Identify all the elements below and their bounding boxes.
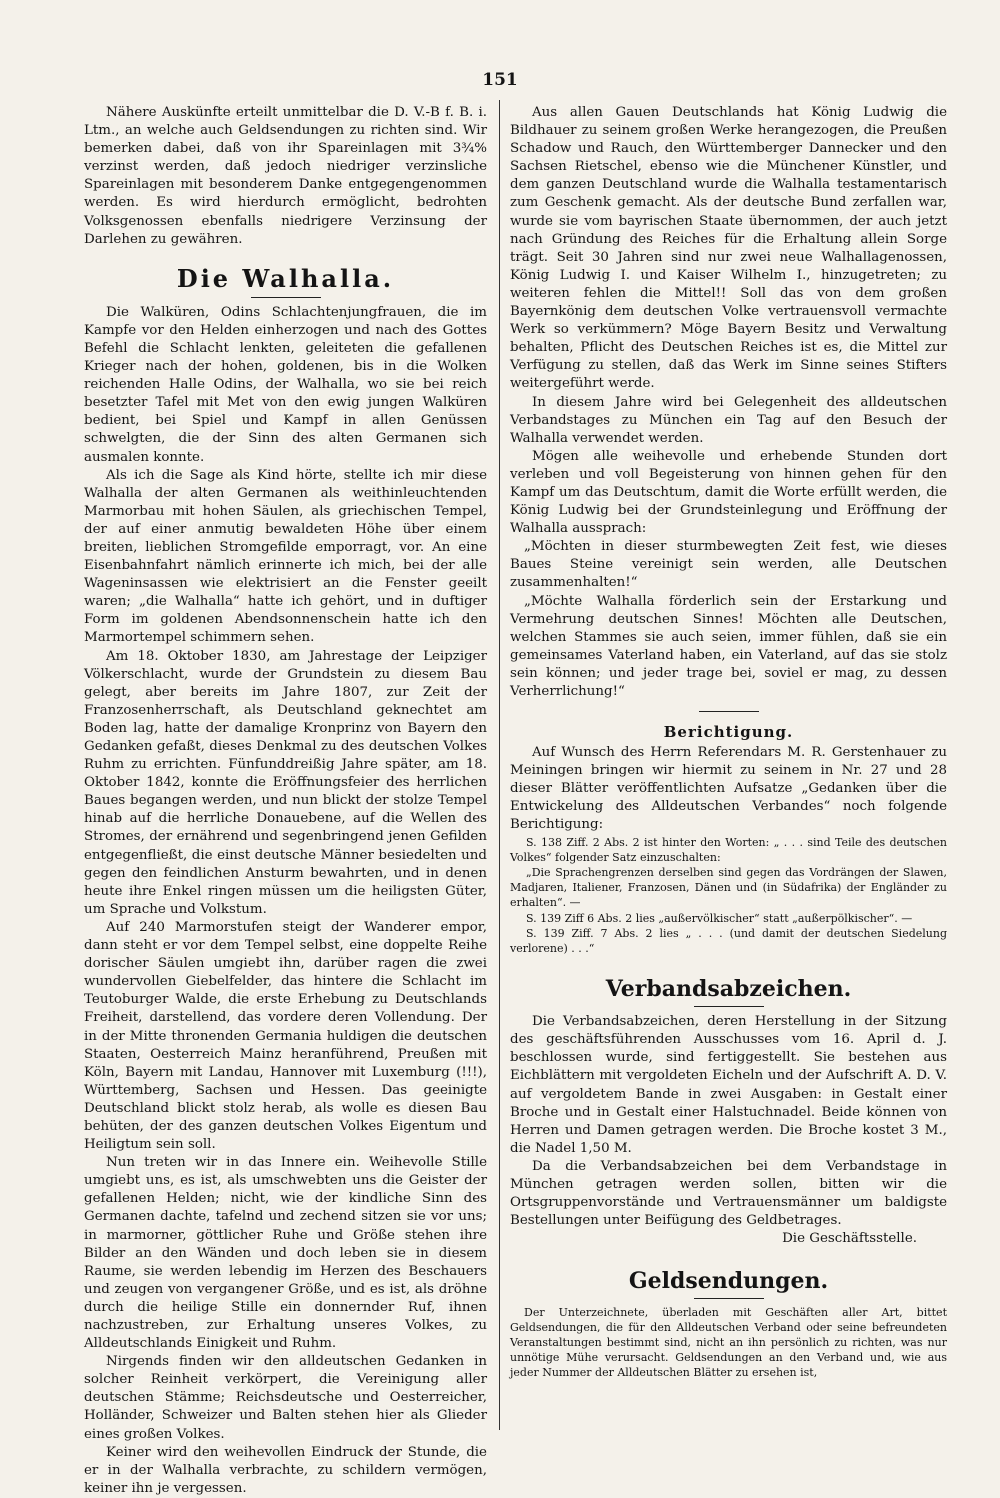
- column-divider: [499, 100, 500, 1430]
- title-rule: [251, 297, 321, 298]
- correction-title: Berichtigung.: [663, 723, 794, 742]
- title-rule: [694, 1298, 764, 1299]
- left-column: [84, 104, 487, 1498]
- article-paragraph: Mögen alle weihevolle und erhebende Stunden dort verleben und voll Begeisterung von hinnen gehen für den Kampf um das Deutschtum, damit die Worte erfüllt werden, die König Ludwig bei der Grundsteinlegung und Eröffnung der Walhalla aussprach:: [510, 448, 947, 537]
- money-text: Der Unterzeichnete, überladen mit Geschäften aller Art, bittet Geldsendungen, die für den Alldeutschen Verband oder seine befreundeten Veranstaltungen bestimmt sind, nicht an ihn persönlich zu richten, was nur unnötige Mühe verursacht. Geldsendungen an den Verband und, wie aus jeder Nummer der Alldeutschen Blätter zu ersehen ist,: [510, 1306, 947, 1380]
- money-block: [510, 1305, 947, 1380]
- quote: „Möchte Walhalla förderlich sein der Erstarkung und Vermehrung deutschen Sinnes! Möchten alle Deutschen, welchen Stammes sie auch seien, immer fühlen, daß sie ein gemeinsames Vaterland haben, ein Vaterland, auf das sie stolz sein können; und jeder trage bei, soviel er mag, zu dessen Verherrlichung!“: [510, 593, 947, 699]
- correction-note: S. 139 Ziff 6 Abs. 2 lies „außervölkischer“ statt „außerpölkischer“. —: [526, 911, 913, 925]
- correction-note: „Die Sprachengrenzen derselben sind gegen das Vordrängen der Slawen, Madjaren, Italiener, Franzosen, Dänen und (in Südafrika) der Engländer zu erhalten“. —: [510, 865, 947, 910]
- article-paragraph: Keiner wird den weihevollen Eindruck der Stunde, die er in der Walhalla verbrachte, zu schildern vermögen, keiner ihn je vergessen.: [84, 1444, 487, 1496]
- article-paragraph: Nun treten wir in das Innere ein. Weihevolle Stille umgiebt uns, es ist, als umschwebten uns die Geister der gefallenen Helden; nicht, wie der kindliche Sinn des Germanen dachte, tafelnd und zechend sitzen sie vor uns; in marmorner, göttlicher Ruhe und Größe stehen ihre Bilder an den Wänden und doch leben sie in diesem Raume, sie werden lebendig im Herzen des Beschauers und zeugen von vergangener Größe, und es ist, als dröhne durch die heilige Stille ein donnernder Ruf, ihnen nachzustreben, zur Erhaltung unseres Volkes, zu Alldeutschlands Einigkeit und Ruhm.: [84, 1155, 487, 1352]
- article-paragraph: In diesem Jahre wird bei Gelegenheit des alldeutschen Verbandstages zu München ein Tag auf den Besuch der Walhalla verwendet werden.: [510, 394, 947, 446]
- page-number: 151: [482, 70, 518, 90]
- correction-notes: [510, 835, 947, 957]
- money-title: Geldsendungen.: [628, 1268, 829, 1295]
- article-paragraph: Nirgends finden wir den alldeutschen Gedanken in solcher Reinheit verkörpert, die Vereinigung aller deutschen Stämme; Reichsdeutsche und Oesterreicher, Holländer, Schweizer und Balten stehen hier als Glieder eines großen Volkes.: [84, 1354, 487, 1442]
- signature: Die Geschäftsstelle.: [782, 1231, 917, 1247]
- article-paragraph: Am 18. Oktober 1830, am Jahrestage der Leipziger Völkerschlacht, wurde der Grundstein zu diesem Bau gelegt, aber bereits im Jahre 1807, zur Zeit der Franzosenherrschaft, als Deutschland geknechtet am Boden lag, hatte der damalige Kronprinz von Bayern den Gedanken gefaßt, dieses Denkmal zu des deutschen Volkes Ruhm zu errichten. Fünfunddreißig Jahre später, am 18. Oktober 1842, konnte die Eröffnungsfeier des herrlichen Baues begangen werden, und nun blickt der stolze Tempel hinab auf die herrliche Donauebene, auf die Wellen des Stromes, der ernährend und segenbringend jenen Gefilden entgegenfließt, die einst deutsche Männer besiedelten und gegen den feindlichen Ansturm bewahrten, und in denen heute ihre Enkel ringen müssen um die heiligsten Güter, um Sprache und Volkstum.: [84, 648, 487, 917]
- section-rule: [699, 711, 759, 712]
- badges-paragraph: Die Verbandsabzeichen, deren Herstellung in der Sitzung des geschäftsführenden Ausschusses vom 16. April d. J. beschlossen wurde, sind fertiggestellt. Sie bestehen aus Eichblättern mit vergoldeten Eicheln und der Aufschrift A. D. V. auf vergoldetem Bande in zwei Ausgaben: in Gestalt einer Broche und in Gestalt einer Halstuchnadel. Beide können von Herren und Damen getragen werden. Die Broche kostet 3 M., die Nadel 1,50 M.: [510, 1014, 947, 1156]
- correction-text: Auf Wunsch des Herrn Referendars M. R. Gerstenhauer zu Meiningen bringen wir hiermit zu seinem in Nr. 27 und 28 dieser Blätter veröffentlichten Aufsatze „Gedanken über die Entwickelung des Alldeutschen Verbandes“ noch folgende Berichtigung:: [510, 745, 947, 833]
- badges-paragraph: Da die Verbandsabzeichen bei dem Verbandstage in München getragen werden sollen, bitten wir die Ortsgruppenvorstände und Vertrauensmänner um baldigste Bestellungen unter Beifügung des Geldbetrages.: [510, 1158, 947, 1229]
- intro-paragraph: Nähere Auskünfte erteilt unmittelbar die D. V.-B f. B. i. Ltm., an welche auch Geldsendungen zu richten sind. Wir bemerken dabei, daß von ihr Spareinlagen mit 3¾% verzinst werden, daß jedoch niedriger verzinsliche Spareinlagen mit besonderem Danke entgegengenommen werden. Es wird hierdurch ermöglicht, bedrohten Volksgenossen ebenfalls niedrigere Verzinsung der Darlehen zu gewähren.: [84, 105, 487, 247]
- title-rule: [694, 1006, 764, 1007]
- article-paragraph: Die Walküren, Odins Schlachtenjungfrauen, die im Kampfe vor den Helden einherzogen und nach des Gottes Befehl die Schlacht lenkten, geleiteten die gefallenen Krieger nach der hohen, goldenen, bis in die Wolken reichenden Halle Odins, der Walhalla, wo sie bei reich besetzter Tafel mit Met von den ewig jungen Walküren bedient, bei Spiel und Kampf in allen Genüssen schwelgten, die der Sinn des alten Germanen sich ausmalen konnte.: [84, 304, 487, 465]
- quote: „Möchten in dieser sturmbewegten Zeit fest, wie dieses Baues Steine vereinigt sein werden, alle Deutschen zusammenhalten!“: [510, 539, 947, 591]
- article-paragraph: Aus allen Gauen Deutschlands hat König Ludwig die Bildhauer zu seinem großen Werke herangezogen, die Preußen Schadow und Rauch, den Württemberger Dannecker und den Sachsen Rietschel, ebenso wie die Münchener Künstler, und dem ganzen Deutschland wurde die Walhalla testamentarisch zum Geschenk gemacht. Als der deutsche Bund zerfallen war, wurde sie vom bayrischen Staate übernommen, der auch jetzt nach Gründung des Reiches für die Erhaltung allein Sorge trägt. Seit 30 Jahren sind nur zwei neue Walhallagenossen, König Ludwig I. und Kaiser Wilhelm I., hinzugetreten; zu weiteren fehlen die Mittel!! Soll das von dem großen Bayernkönig dem deutschen Volke vertrauensvoll vermachte Werk so verkümmern? Möge Bayern Besitz und Verwaltung behalten, Pflicht des Deutschen Reiches ist es, die Mittel zur Verfügung zu stellen, daß das Werk im Sinne seines Stifters weitergeführt werde.: [510, 105, 947, 392]
- correction-note: S. 138 Ziff. 2 Abs. 2 ist hinter den Worten: „ . . . sind Teile des deutschen Volkes“ folgender Satz einzuschalten:: [510, 835, 947, 864]
- article-paragraph: Als ich die Sage als Kind hörte, stellte ich mir diese Walhalla der alten Germanen als weithinleuchtenden Marmorbau mit hohen Säulen, als griechischen Tempel, der auf einer anmutig bewaldeten Höhe über einem breiten, lieblichen Stromgefilde emporragt, vor. An eine Eisenbahnfahrt nämlich erinnerte ich mich, bei der alle Wageninsassen wie elektrisiert an die Fenster geeilt waren; „die Walhalla“ hatte ich gehört, und in duftiger Form im goldenen Abendsonnenschein hatte ich den Marmortempel schimmern sehen.: [84, 467, 487, 646]
- article-title: Die Walhalla.: [176, 263, 395, 293]
- right-column: [510, 104, 947, 1380]
- article-paragraph: Auf 240 Marmorstufen steigt der Wanderer empor, dann steht er vor dem Tempel selbst, eine doppelte Reihe dorischer Säulen umgiebt ihn, darüber ragen die zwei wundervollen Giebelfelder, das hintere die Schlacht im Teutoburger Walde, die erste Erhebung zu Deutschlands Freiheit, darstellend, das vordere deren Vollendung. Der in der Mitte thronenden Germania huldigen die deutschen Staaten, Oesterreich Mainz heranführend, Preußen mit Köln, Bayern mit Landau, Hannover mit Luxemburg (!!!), Württemberg, Sachsen und Hessen. Das geeinigte Deutschland blickt stolz herab, als wolle es diesen Bau behüten, der des ganzen deutschen Volkes Eigentum und Heiligtum sein soll.: [84, 919, 487, 1153]
- badges-title: Verbandsabzeichen.: [605, 976, 852, 1003]
- correction-note: S. 139 Ziff. 7 Abs. 2 lies „ . . . (und damit der deutschen Siedelung verlorene) . . .“: [510, 926, 947, 955]
